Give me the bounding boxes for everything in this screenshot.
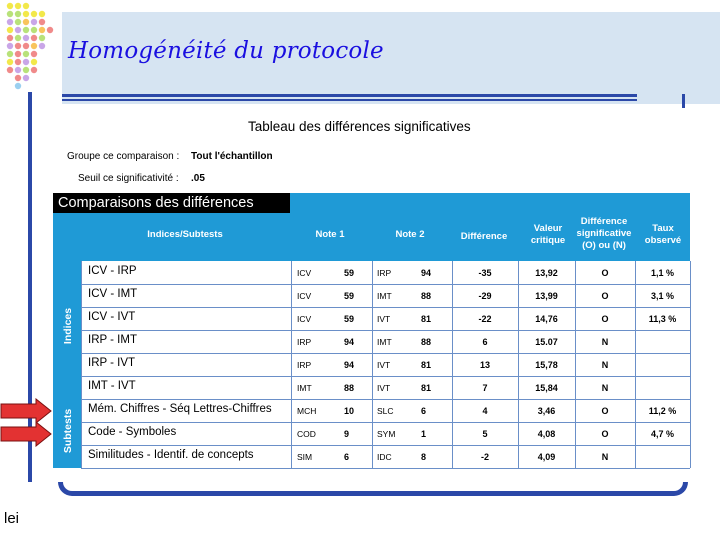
column-divider xyxy=(635,261,636,468)
table-cell-crit: 13,92 xyxy=(535,268,558,278)
table-cell-c1: COD xyxy=(297,429,316,439)
table-cell-sig: O xyxy=(601,406,609,416)
table-cell-sig: O xyxy=(601,429,609,439)
table-cell-n1: 9 xyxy=(344,429,350,439)
threshold-value: .05 xyxy=(191,173,205,184)
table-cell-label: ICV - IVT xyxy=(88,311,136,323)
decorative-dot xyxy=(7,11,13,17)
table-cell-c1: IRP xyxy=(297,360,312,370)
decorative-dot xyxy=(39,11,45,17)
table-cell-c2: SYM xyxy=(377,429,396,439)
decorative-dot xyxy=(23,59,29,65)
row-divider xyxy=(81,399,690,400)
header-rate xyxy=(638,223,688,247)
slide-title: Homogénéité du protocole xyxy=(68,38,384,64)
table-cell-c2: IVT xyxy=(377,314,391,324)
table-cell-n1: 59 xyxy=(344,291,355,301)
decorative-dot xyxy=(31,11,37,17)
header-note1: Note 1 xyxy=(315,229,345,240)
table-cell-label: Code - Symboles xyxy=(88,426,177,438)
decorative-dot xyxy=(15,3,21,9)
row-divider xyxy=(81,445,690,446)
row-divider xyxy=(81,376,690,377)
table-cell-n1: 94 xyxy=(344,360,355,370)
table-cell-rate: 4,7 % xyxy=(650,429,674,439)
column-divider xyxy=(575,261,576,468)
table-cell-sig: N xyxy=(601,452,609,462)
decorative-dot xyxy=(7,59,13,65)
decorative-dot xyxy=(15,67,21,73)
row-divider xyxy=(81,284,690,285)
table-cell-diff: -22 xyxy=(478,314,492,324)
table-cell-c1: ICV xyxy=(297,314,312,324)
group-label: Groupe ce comparaison : xyxy=(67,151,180,162)
group-value: Tout l'échantillon xyxy=(191,151,273,162)
table-cell-c1: MCH xyxy=(297,406,317,416)
table-cell-sig: O xyxy=(601,291,609,301)
table-cell-diff: -35 xyxy=(478,268,492,278)
decorative-dot xyxy=(15,19,21,25)
column-divider xyxy=(518,261,519,468)
table-cell-c2: IVT xyxy=(377,383,391,393)
header-subtests: Indices/Subtests xyxy=(147,229,223,240)
table-cell-c2: IMT xyxy=(377,337,392,347)
header-significant-line2: significative xyxy=(576,228,632,239)
decorative-dot xyxy=(7,19,13,25)
decorative-dot xyxy=(31,35,37,41)
title-rule-tick xyxy=(682,94,685,108)
decorative-dot xyxy=(23,43,29,49)
header-significant xyxy=(570,216,638,252)
table-cell-label: IMT - IVT xyxy=(88,380,136,392)
decorative-dot xyxy=(15,35,21,41)
decorative-dot xyxy=(7,27,13,33)
frame-bottom-bracket xyxy=(58,482,688,496)
table-cell-sig: N xyxy=(601,383,609,393)
decorative-dot xyxy=(7,43,13,49)
table-cell-c1: ICV xyxy=(297,268,312,278)
decorative-dot xyxy=(23,51,29,57)
decorative-dot xyxy=(31,51,37,57)
arrow-icon xyxy=(0,421,52,447)
decorative-dot xyxy=(39,35,45,41)
header-difference: Différence xyxy=(460,231,508,242)
decorative-dot xyxy=(7,51,13,57)
table-cell-crit: 15.07 xyxy=(535,337,558,347)
header-significant-line1: Différence xyxy=(580,216,628,227)
decorative-dot xyxy=(15,51,21,57)
decorative-dot xyxy=(31,27,37,33)
table-cell-n2: 6 xyxy=(421,406,427,416)
table-cell-label: ICV - IRP xyxy=(88,265,137,277)
table-cell-c2: SLC xyxy=(377,406,394,416)
table-cell-n2: 81 xyxy=(421,360,432,370)
table-cell-n1: 10 xyxy=(344,406,355,416)
table-cell-sig: N xyxy=(601,337,609,347)
dot-grid-logo xyxy=(4,2,64,94)
table-cell-label: IRP - IVT xyxy=(88,357,136,369)
table-cell-diff: -29 xyxy=(478,291,492,301)
table-cell-c2: IVT xyxy=(377,360,391,370)
threshold-label: Seuil ce significativité : xyxy=(78,173,179,184)
decorative-dot xyxy=(39,19,45,25)
table-cell-sig: O xyxy=(601,314,609,324)
decorative-dot xyxy=(31,67,37,73)
decorative-dot xyxy=(23,27,29,33)
table-cell-crit: 4,08 xyxy=(537,429,556,439)
table-cell-rate: 11,2 % xyxy=(648,406,677,416)
title-rule-thin xyxy=(62,99,637,101)
header-rate-line2: observé xyxy=(644,235,682,246)
table-cell-rate: 3,1 % xyxy=(650,291,674,301)
slide-footer: lei xyxy=(4,510,20,527)
table-cell-label: ICV - IMT xyxy=(88,288,138,300)
decorative-dot xyxy=(7,67,13,73)
decorative-dot xyxy=(23,3,29,9)
decorative-dot xyxy=(15,59,21,65)
table-cell-n2: 8 xyxy=(421,452,427,462)
decorative-dot xyxy=(31,59,37,65)
decorative-dot xyxy=(23,19,29,25)
title-rule xyxy=(62,94,637,97)
subtests-group-label: Subtests xyxy=(62,408,74,454)
decorative-dot xyxy=(15,11,21,17)
table-cell-crit: 15,78 xyxy=(535,360,558,370)
header-significant-line3: (O) ou (N) xyxy=(582,240,626,251)
table-cell-n1: 88 xyxy=(344,383,355,393)
decorative-dot xyxy=(15,43,21,49)
table-cell-c1: ICV xyxy=(297,291,312,301)
table-cell-c1: IMT xyxy=(297,383,312,393)
decorative-dot xyxy=(39,43,45,49)
table-cell-n1: 59 xyxy=(344,268,355,278)
decorative-dot xyxy=(31,19,37,25)
header-critical-line1: Valeur xyxy=(533,223,563,234)
table-cell-n1: 6 xyxy=(344,452,350,462)
table-cell-crit: 15,84 xyxy=(535,383,558,393)
table-cell-diff: 7 xyxy=(482,383,488,393)
table-cell-n2: 94 xyxy=(421,268,432,278)
table-cell-sig: O xyxy=(601,268,609,278)
decorative-dot xyxy=(23,67,29,73)
table-cell-c2: IMT xyxy=(377,291,392,301)
row-divider xyxy=(81,330,690,331)
decorative-dot xyxy=(23,11,29,17)
table-cell-label: Similitudes - Identif. de concepts xyxy=(88,449,254,461)
decorative-dot xyxy=(15,75,21,81)
indices-group-label: Indices xyxy=(62,307,74,345)
table-cell-n2: 88 xyxy=(421,291,432,301)
table-banner: Comparaisons des différences xyxy=(53,193,290,213)
decorative-dot xyxy=(47,27,53,33)
row-divider xyxy=(81,468,690,469)
header-rate-line1: Taux xyxy=(652,223,674,234)
table-cell-label: IRP - IMT xyxy=(88,334,137,346)
table-cell-rate: 11,3 % xyxy=(648,314,677,324)
table-cell-c2: IDC xyxy=(377,452,392,462)
header-critical xyxy=(520,223,576,247)
table-title: Tableau des différences significatives xyxy=(248,119,471,134)
decorative-dot xyxy=(15,83,21,89)
row-divider xyxy=(81,422,690,423)
table-cell-c2: IRP xyxy=(377,268,392,278)
column-divider xyxy=(372,261,373,468)
decorative-dot xyxy=(39,27,45,33)
decorative-dot xyxy=(7,3,13,9)
column-divider xyxy=(291,261,292,468)
decorative-dot xyxy=(7,35,13,41)
table-cell-label: Mém. Chiffres - Séq Lettres-Chiffres xyxy=(88,403,272,415)
decorative-dot xyxy=(31,43,37,49)
table-cell-crit: 3,46 xyxy=(537,406,556,416)
row-divider xyxy=(81,353,690,354)
table-cell-sig: N xyxy=(601,360,609,370)
table-cell-c1: SIM xyxy=(297,452,313,462)
table-cell-diff: -2 xyxy=(480,452,489,462)
column-divider xyxy=(452,261,453,468)
table-cell-rate: 1,1 % xyxy=(650,268,674,278)
table-cell-n2: 88 xyxy=(421,337,432,347)
table-cell-crit: 14,76 xyxy=(535,314,558,324)
column-divider xyxy=(81,261,82,468)
header-critical-line2: critique xyxy=(530,235,566,246)
table-cell-n2: 1 xyxy=(421,429,427,439)
row-divider xyxy=(81,307,690,308)
decorative-dot xyxy=(15,27,21,33)
column-divider xyxy=(690,261,691,468)
decorative-dot xyxy=(23,75,29,81)
table-cell-n2: 81 xyxy=(421,314,432,324)
table-cell-crit: 4,09 xyxy=(537,452,556,462)
table-cell-n2: 81 xyxy=(421,383,432,393)
table-cell-diff: 4 xyxy=(482,406,488,416)
table-cell-n1: 94 xyxy=(344,337,355,347)
table-cell-crit: 13,99 xyxy=(535,291,558,301)
table-cell-diff: 5 xyxy=(482,429,488,439)
decorative-dot xyxy=(23,35,29,41)
table-cell-n1: 59 xyxy=(344,314,355,324)
table-cell-diff: 13 xyxy=(479,360,490,370)
table-cell-c1: IRP xyxy=(297,337,312,347)
table-cell-diff: 6 xyxy=(482,337,488,347)
header-note2: Note 2 xyxy=(395,229,425,240)
